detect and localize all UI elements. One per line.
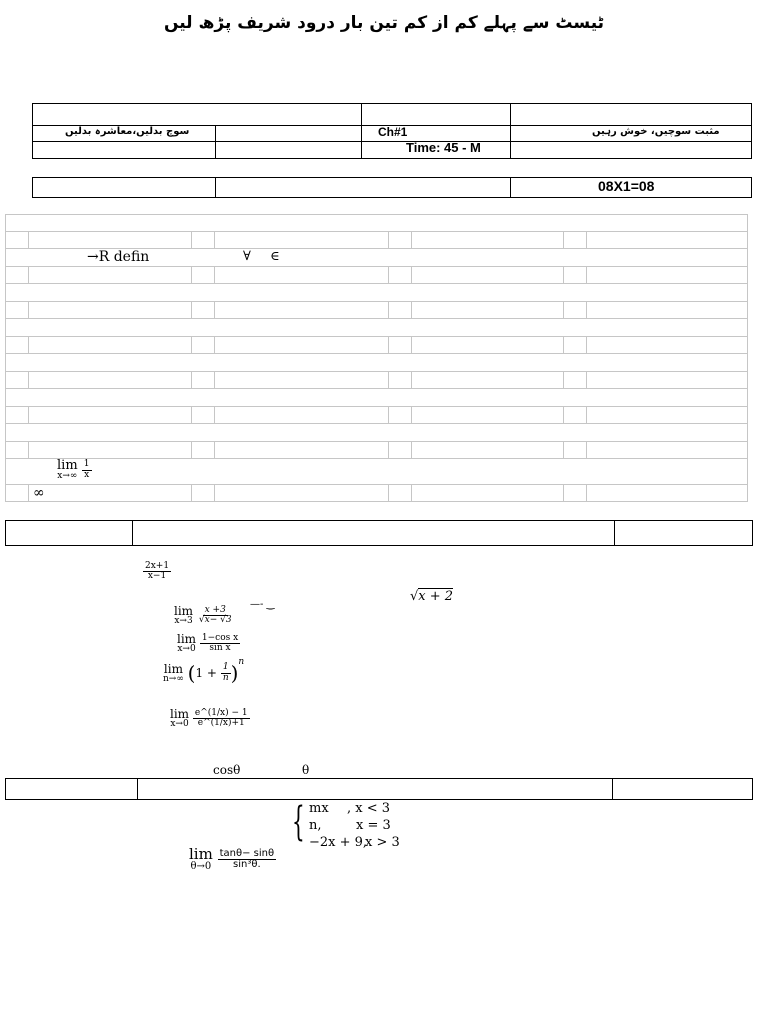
forall-symbol: ∀ xyxy=(243,249,251,264)
piecewise-brace: { xyxy=(292,799,305,845)
right-motto: مثبت سوچیں، خوش رہیں xyxy=(592,126,720,137)
element-of-symbol: ∈ xyxy=(270,249,280,264)
page-title: ٹیسٹ سے پہلے کم از کم تین بار درود شریف پڑھ لیں xyxy=(163,13,605,33)
function-definition-text: →R defin xyxy=(87,249,150,265)
dash-marks: —‐ ‿ xyxy=(250,599,275,610)
cos-theta-text: cosθ xyxy=(213,763,241,777)
limit-exponential-fraction: lim x→0 $\frac{e\^{}(1/x) - 1}{e\^{}(1/x)+1}$ xyxy=(170,707,248,729)
piecewise-row: mx , x < 3 xyxy=(309,801,391,816)
limit-one-plus-one-over-n: lim n→∞ (1 + $\frac{1}{n}$ )$^n$ xyxy=(163,656,245,685)
piecewise-function xyxy=(309,800,400,851)
piecewise-row: −2x + 9,x > 3 xyxy=(309,835,400,850)
time-label: Time: 45 - M xyxy=(406,140,481,155)
limit-x-to-3: lim x→3 $\frac{x +3}{√x- √3}$ xyxy=(174,604,232,626)
limit-cos-over-sin: lim x→0 $\frac{\text{1−cos x}}{\text{sin x}}$ xyxy=(177,632,239,654)
theta-text: θ xyxy=(302,763,310,777)
limit-expression: lim x→∞ $\frac{1}{x}$ xyxy=(57,458,90,481)
chapter-label: Ch#1 xyxy=(378,125,408,139)
piecewise-row: n, x = 3 xyxy=(309,818,391,833)
marks-label: 08X1=08 xyxy=(598,178,655,194)
sqrt-expression: √x + 2 xyxy=(410,589,454,604)
left-motto: سوچ بدلیں،معاشرہ بدلیں xyxy=(65,126,190,137)
infinity-symbol: ∞ xyxy=(33,485,45,501)
fraction-2x-plus-1: $\frac{2x+1}{x-1}$ xyxy=(145,561,170,582)
limit-tan-minus-sin: lim θ→0 $\frac{\tan\theta- \sin\theta}{\text{sin³θ.}}$ xyxy=(189,845,275,872)
